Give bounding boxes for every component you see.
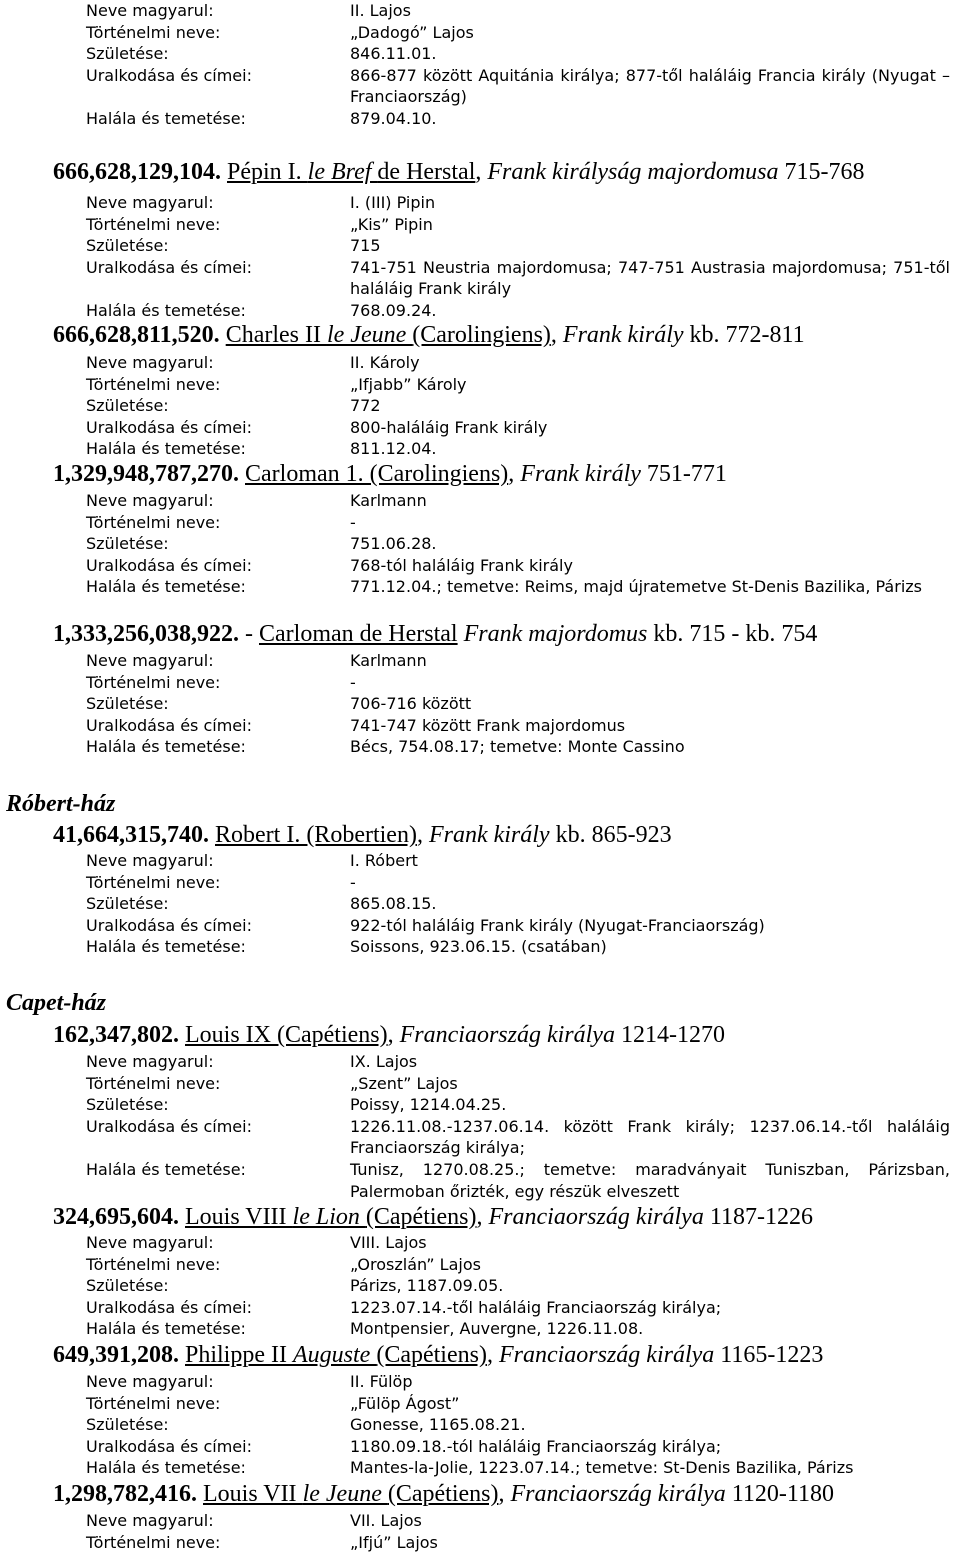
heading-segment: 1165-1223	[714, 1342, 824, 1368]
hungarian-name-value: Karlmann	[350, 651, 427, 670]
birth-label: Születése:	[86, 396, 169, 416]
detail-row	[86, 1393, 950, 1415]
heading-segment: Franciaország királya	[488, 1204, 704, 1230]
historic-name-label: Történelmi neve:	[86, 512, 221, 532]
death-label: Halála és temetése:	[86, 439, 246, 459]
birth-value: 706-716 között	[350, 694, 472, 714]
detail-row	[86, 257, 950, 300]
ahnentafel-number[interactable]: 1,298,782,416.	[53, 1481, 203, 1507]
name-label: Neve magyarul:	[86, 1233, 214, 1252]
detail-row	[86, 672, 950, 694]
heading-segment: Frank király	[520, 461, 641, 487]
heading-segment[interactable]: Carloman 1. (Carolingiens)	[245, 461, 509, 487]
heading-segment: ,	[476, 1204, 489, 1230]
hungarian-name-value: VIII. Lajos	[350, 1233, 427, 1252]
death-burial-value: Mantes-la-Jolie, 1223.07.14.; temetve: St-Denis Bazilika, Párizs	[350, 1458, 854, 1478]
hungarian-name-value: II. Károly	[350, 353, 420, 372]
heading-segment: ,	[498, 1481, 511, 1507]
genealogy-entry-heading	[53, 320, 805, 350]
heading-segment[interactable]: (Capétiens)	[376, 1342, 487, 1368]
ahnentafel-number[interactable]: 41,664,315,740.	[53, 822, 215, 848]
genealogy-entry-heading	[53, 157, 864, 187]
heading-segment[interactable]: Pépin I.	[227, 159, 308, 185]
birth-value: 751.06.28.	[350, 534, 437, 554]
heading-segment: 1120-1180	[725, 1481, 835, 1507]
death-label: Halála és temetése:	[86, 737, 246, 757]
historic-name-label: Történelmi neve:	[86, 1254, 221, 1274]
heading-segment[interactable]: de Herstal	[377, 159, 476, 185]
detail-row	[86, 352, 950, 374]
hungarian-name-value: II. Lajos	[350, 1, 411, 20]
genealogy-entry-heading	[53, 459, 727, 489]
heading-segment: 715-768	[778, 159, 865, 185]
detail-row	[86, 65, 950, 108]
detail-row	[86, 1254, 950, 1276]
detail-row	[86, 936, 950, 958]
reign-label: Uralkodása és címei:	[86, 65, 252, 85]
birth-label: Születése:	[86, 1276, 169, 1296]
detail-row	[86, 1510, 950, 1532]
historic-name-label: Történelmi neve:	[86, 1393, 221, 1413]
reign-label: Uralkodása és címei:	[86, 1436, 252, 1456]
heading-segment: Frank király	[428, 822, 550, 848]
name-label: Neve magyarul:	[86, 193, 214, 212]
heading-segment: ,	[486, 1342, 499, 1368]
person-details	[86, 192, 950, 322]
birth-label: Születése:	[86, 534, 169, 554]
detail-row	[86, 1275, 950, 1297]
detail-row	[86, 374, 950, 396]
heading-segment: ,	[475, 159, 488, 185]
person-details	[86, 850, 950, 958]
birth-value: 846.11.01.	[350, 44, 437, 64]
person-details	[86, 0, 950, 130]
historic-name-value: „Oroszlán” Lajos	[350, 1254, 481, 1274]
heading-segment[interactable]: (Capétiens)	[387, 1481, 499, 1507]
reign-label: Uralkodása és címei:	[86, 1297, 252, 1317]
detail-row	[86, 1073, 950, 1095]
historic-name-value: „Dadogó” Lajos	[350, 22, 474, 42]
detail-row	[86, 715, 950, 737]
genealogy-entry-heading	[53, 1020, 725, 1050]
detail-row	[86, 438, 950, 460]
reign-label: Uralkodása és címei:	[86, 417, 252, 437]
reign-value: 800-haláláig Frank király	[350, 417, 548, 437]
reign-label: Uralkodása és címei:	[86, 555, 252, 575]
hungarian-name-value: II. Fülöp	[350, 1372, 413, 1391]
birth-label: Születése:	[86, 1415, 169, 1435]
heading-segment[interactable]: Louis VIII	[185, 1204, 293, 1230]
heading-segment: 751-771	[640, 461, 727, 487]
heading-segment: kb. 865-923	[549, 822, 672, 848]
birth-value: 772	[350, 396, 381, 416]
ahnentafel-number[interactable]: 162,347,802.	[53, 1022, 185, 1048]
reign-label: Uralkodása és címei:	[86, 257, 252, 277]
hungarian-name-value: Karlmann	[350, 491, 427, 510]
detail-row	[86, 1414, 950, 1436]
heading-segment: ,	[387, 1022, 400, 1048]
detail-row	[86, 1051, 950, 1073]
death-label: Halála és temetése:	[86, 1319, 246, 1339]
heading-segment: ,	[550, 322, 563, 348]
heading-segment: Frank királyság majordomusa	[487, 159, 779, 185]
person-details	[86, 1510, 950, 1553]
detail-row	[86, 395, 950, 417]
reign-value: 1180.09.18.-tól haláláig Franciaország királya;	[350, 1436, 722, 1456]
death-label: Halála és temetése:	[86, 108, 246, 128]
reign-value: 741-751 Neustria majordomusa; 747-751 Austrasia majordomusa; 751-től haláláig Frank király	[350, 257, 950, 299]
death-burial-value: Soissons, 923.06.15. (csatában)	[350, 937, 607, 957]
detail-row	[86, 1094, 950, 1116]
death-burial-value: Tunisz, 1270.08.25.; temetve: maradványait Tuniszban, Párizsban, Palermoban őrizték, egy részük elveszett	[350, 1159, 950, 1201]
heading-segment[interactable]: Auguste	[293, 1342, 377, 1368]
detail-row	[86, 1457, 950, 1479]
detail-row	[86, 22, 950, 44]
heading-segment[interactable]: Louis IX (Capétiens)	[185, 1022, 388, 1048]
person-details	[86, 650, 950, 758]
detail-row	[86, 1297, 950, 1319]
historic-name-value: „Fülöp Ágost”	[350, 1393, 460, 1413]
death-burial-value: 811.12.04.	[350, 439, 437, 459]
reign-value: 866-877 között Aquitánia királya; 877-től haláláig Francia király (Nyugat –Franciaország)	[350, 65, 950, 107]
person-details	[86, 490, 950, 598]
death-label: Halála és temetése:	[86, 577, 246, 597]
death-burial-value: 879.04.10.	[350, 108, 437, 128]
reign-label: Uralkodása és címei:	[86, 915, 252, 935]
death-label: Halála és temetése:	[86, 937, 246, 957]
historic-name-value: „Szent” Lajos	[350, 1073, 458, 1093]
reign-value: 741-747 között Frank majordomus	[350, 715, 626, 735]
heading-segment: Franciaország királya	[510, 1481, 726, 1507]
death-label: Halála és temetése:	[86, 1159, 246, 1179]
ahnentafel-number[interactable]: 1,329,948,787,270.	[53, 461, 245, 487]
heading-segment: kb. 772-811	[683, 322, 805, 348]
birth-label: Születése:	[86, 894, 169, 914]
name-label: Neve magyarul:	[86, 1, 214, 20]
death-label: Halála és temetése:	[86, 1458, 246, 1478]
heading-segment: Frank majordomus	[463, 621, 648, 647]
birth-label: Születése:	[86, 44, 169, 64]
detail-row	[86, 1532, 950, 1553]
reign-value: 1223.07.14.-től haláláig Franciaország királya;	[350, 1297, 722, 1317]
detail-row	[86, 693, 950, 715]
detail-row	[86, 417, 950, 439]
name-label: Neve magyarul:	[86, 491, 214, 510]
historic-name-label: Történelmi neve:	[86, 672, 221, 692]
historic-name-value: -	[350, 512, 356, 532]
heading-segment: Franciaország királya	[498, 1342, 715, 1368]
house-section-heading: Capet-ház	[6, 990, 107, 1016]
genealogy-entry-heading	[53, 1340, 823, 1370]
ahnentafel-number[interactable]: 649,391,208.	[53, 1342, 185, 1368]
house-section-heading: Róbert-ház	[6, 791, 116, 817]
death-label: Halála és temetése:	[86, 300, 246, 320]
detail-row	[86, 1159, 950, 1202]
detail-row	[86, 43, 950, 65]
name-label: Neve magyarul:	[86, 1511, 214, 1530]
heading-segment[interactable]: le Jeune	[302, 1481, 388, 1507]
detail-row	[86, 533, 950, 555]
detail-row	[86, 872, 950, 894]
detail-row	[86, 736, 950, 758]
historic-name-label: Történelmi neve:	[86, 214, 221, 234]
heading-segment: 1187-1226	[703, 1204, 813, 1230]
detail-row	[86, 490, 950, 512]
heading-segment: -	[245, 621, 259, 647]
reign-value: 1226.11.08.-1237.06.14. között Frank király; 1237.06.14.-től haláláig Franciaország királya;	[350, 1116, 950, 1158]
heading-segment[interactable]: Philippe II	[185, 1342, 293, 1368]
heading-segment[interactable]: le Bref	[307, 159, 378, 185]
reign-label: Uralkodása és címei:	[86, 1116, 252, 1136]
heading-segment: ,	[508, 461, 521, 487]
birth-value: Párizs, 1187.09.05.	[350, 1276, 504, 1296]
heading-segment: ,	[416, 822, 429, 848]
genealogy-entry-heading	[53, 1202, 813, 1232]
heading-segment: 1214-1270	[614, 1022, 725, 1048]
detail-row	[86, 555, 950, 577]
heading-segment[interactable]: Robert I. (Robertien)	[215, 822, 417, 848]
heading-segment[interactable]: (Carolingiens)	[412, 322, 551, 348]
heading-segment[interactable]: Charles II	[225, 322, 327, 348]
name-label: Neve magyarul:	[86, 851, 214, 870]
historic-name-label: Történelmi neve:	[86, 872, 221, 892]
detail-row	[86, 192, 950, 214]
ahnentafel-number[interactable]: 1,333,256,038,922.	[53, 621, 245, 647]
genealogy-entry-heading	[53, 619, 817, 649]
person-details	[86, 352, 950, 460]
name-label: Neve magyarul:	[86, 651, 214, 670]
birth-label: Születése:	[86, 694, 169, 714]
reign-value: 922-tól haláláig Frank király (Nyugat-Franciaország)	[350, 915, 765, 935]
detail-row	[86, 1116, 950, 1159]
death-burial-value: 771.12.04.; temetve: Reims, majd újratemetve St-Denis Bazilika, Párizs	[350, 577, 922, 597]
historic-name-value: -	[350, 672, 356, 692]
heading-segment: Franciaország királya	[399, 1022, 615, 1048]
heading-segment[interactable]: (Capétiens)	[365, 1204, 477, 1230]
detail-row	[86, 850, 950, 872]
name-label: Neve magyarul:	[86, 353, 214, 372]
reign-label: Uralkodása és címei:	[86, 715, 252, 735]
detail-row	[86, 512, 950, 534]
historic-name-label: Történelmi neve:	[86, 22, 221, 42]
reign-value: 768-tól haláláig Frank király	[350, 555, 573, 575]
hungarian-name-value: I. Róbert	[350, 851, 418, 870]
name-label: Neve magyarul:	[86, 1372, 214, 1391]
detail-row	[86, 1318, 950, 1340]
detail-row	[86, 1232, 950, 1254]
historic-name-label: Történelmi neve:	[86, 1073, 221, 1093]
birth-value: 865.08.15.	[350, 894, 437, 914]
birth-value: Gonesse, 1165.08.21.	[350, 1415, 526, 1435]
birth-label: Születése:	[86, 236, 169, 256]
person-details	[86, 1051, 950, 1202]
historic-name-value: „Ifjabb” Károly	[350, 374, 467, 394]
ahnentafel-number[interactable]: 666,628,811,520.	[53, 322, 226, 348]
detail-row	[86, 1371, 950, 1393]
genealogy-entry-heading	[53, 820, 672, 850]
ahnentafel-number[interactable]: 324,695,604.	[53, 1204, 185, 1230]
birth-value: Poissy, 1214.04.25.	[350, 1095, 507, 1115]
heading-segment[interactable]: le Lion	[292, 1204, 366, 1230]
death-burial-value: 768.09.24.	[350, 300, 437, 320]
heading-segment[interactable]: le Jeune	[326, 322, 413, 348]
birth-value: 715	[350, 236, 381, 256]
detail-row	[86, 1436, 950, 1458]
detail-row	[86, 650, 950, 672]
hungarian-name-value: IX. Lajos	[350, 1052, 418, 1071]
person-details	[86, 1232, 950, 1340]
hungarian-name-value: I. (III) Pipin	[350, 193, 436, 212]
genealogy-entry-heading	[53, 1479, 834, 1509]
historic-name-value: „Kis” Pipin	[350, 214, 433, 234]
heading-segment[interactable]: Louis VII	[203, 1481, 303, 1507]
ahnentafel-number[interactable]: 666,628,129,104.	[53, 159, 227, 185]
heading-segment[interactable]: Carloman de Herstal	[259, 621, 458, 647]
name-label: Neve magyarul:	[86, 1052, 214, 1071]
hungarian-name-value: VII. Lajos	[350, 1511, 422, 1530]
historic-name-value: -	[350, 872, 356, 892]
birth-label: Születése:	[86, 1095, 169, 1115]
detail-row	[86, 300, 950, 322]
detail-row	[86, 108, 950, 130]
detail-row	[86, 235, 950, 257]
historic-name-label: Történelmi neve:	[86, 1532, 221, 1552]
historic-name-value: „Ifjú” Lajos	[350, 1532, 438, 1552]
person-details	[86, 1371, 950, 1479]
heading-segment: kb. 715 - kb. 754	[647, 621, 818, 647]
detail-row	[86, 214, 950, 236]
historic-name-label: Történelmi neve:	[86, 374, 221, 394]
death-burial-value: Bécs, 754.08.17; temetve: Monte Cassino	[350, 737, 685, 757]
detail-row	[86, 915, 950, 937]
detail-row	[86, 893, 950, 915]
detail-row	[86, 0, 950, 22]
death-burial-value: Montpensier, Auvergne, 1226.11.08.	[350, 1319, 644, 1339]
heading-segment: Frank király	[562, 322, 684, 348]
detail-row	[86, 576, 950, 598]
